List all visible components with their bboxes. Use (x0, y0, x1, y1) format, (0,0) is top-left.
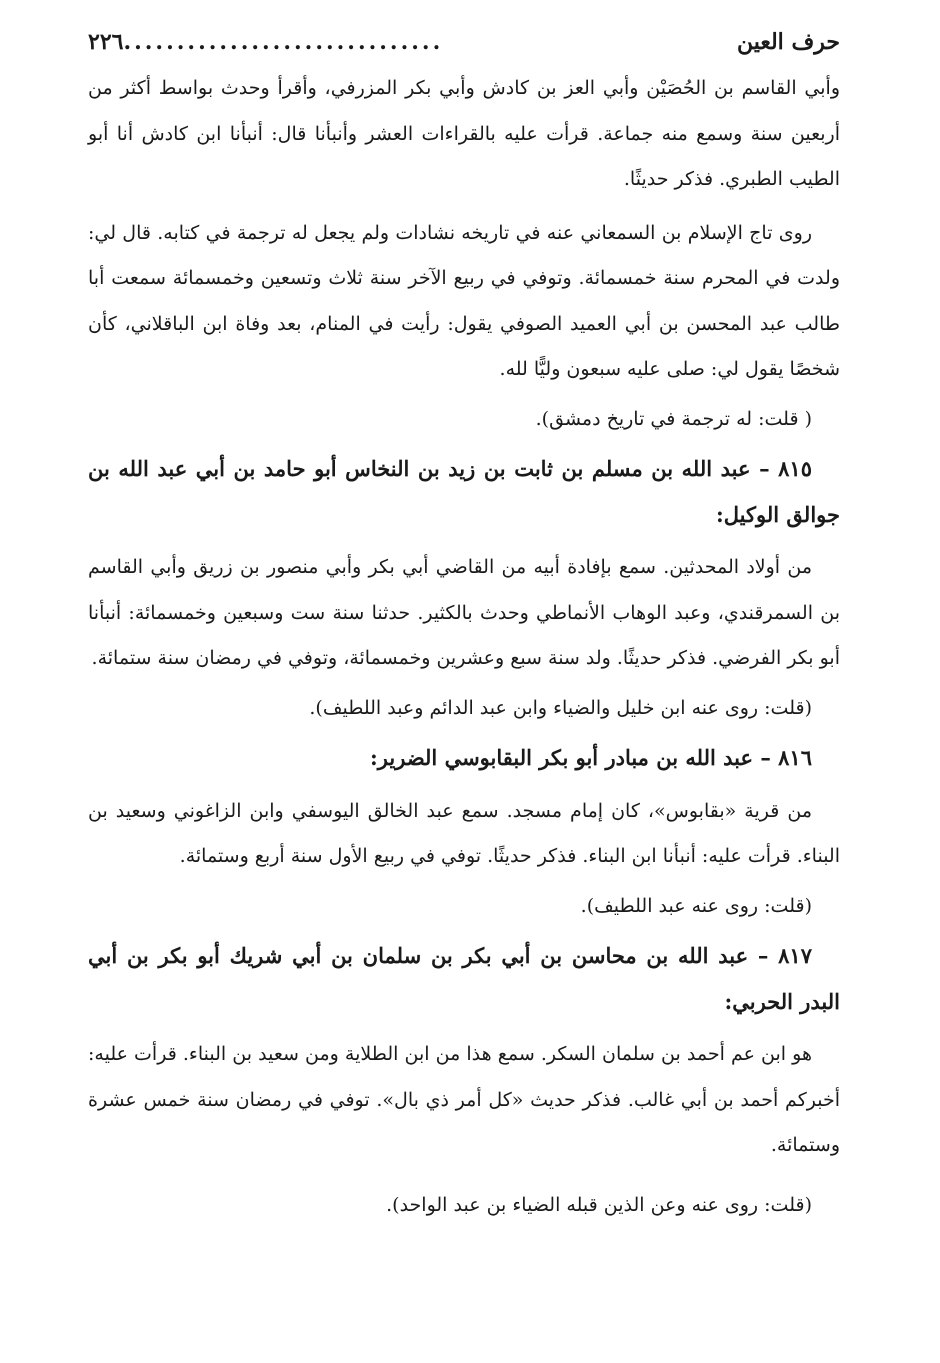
entry-817-heading: ٨١٧ – عبد الله بن محاسن بن أبي بكر بن سلمان بن أبي شريك أبو بكر بن أبي البدر الحربي: (88, 943, 840, 1014)
entry-816-note: (قلت: روى عنه عبد اللطيف). (580, 894, 812, 917)
entry-815-note: (قلت: روى عنه ابن خليل والضياء وابن عبد الدائم وعبد اللطيف). (309, 696, 812, 719)
intro-paragraph: وأبي القاسم بن الحُصَيْن وأبي العز بن كادش وأبي بكر المزرفي، وأقرأ وحدث بواسط أكثر من أربعين سنة وسمع منه جماعة. قرأت عليه بالقراءات العشر وأنبأنا قال: أنبأنا ابن كادش أنا أبو الطيب الطبري. فذكر حديثًا. (88, 77, 840, 190)
entry-817-note: (قلت: روى عنه وعن الذين قبله الضياء بن عبد الواحد). (386, 1193, 812, 1216)
running-header (88, 22, 840, 66)
entry-816-heading: ٨١٦ – عبد الله بن مبادر أبو بكر البقابوسي الضرير: (370, 745, 812, 770)
intro-paragraph-2: روى تاج الإسلام بن السمعاني عنه في تاريخه نشادات ولم يجعل له ترجمة في كتابه. قال لي: ولدت في المحرم سنة خمسمائة. وتوفي في ربيع الآخر سنة ثلاث وتسعين وخمسمائة سمعت أبا طالب عبد المحسن بن أبي العميد الصوفي يقول: رأيت في المنام، بعد وفاة ابن الباقلاني، كأن شخصًا يقول لي: صلى عليه سبعون وليًّا لله. (88, 221, 840, 380)
page-number-group (88, 22, 449, 62)
chapter-title: حرف العين (736, 29, 840, 55)
entry-815-body: من أولاد المحدثين. سمع بإفادة أبيه من القاضي أبي بكر وأبي منصور بن زريق وأبي القاسم بن السمرقندي، وعبد الوهاب الأنماطي وحدث بالكثير. حدثنا سنة ست وسبعين وخمسمائة: أنبأنا أبو بكر الفرضي. فذكر حديثًا. ولد سنة سبع وعشرين وخمسمائة، وتوفي في رمضان سنة ستمائة. (88, 556, 840, 669)
page-number: ٢٢٦ (88, 29, 124, 55)
note-paragraph: ( قلت: له ترجمة في تاريخ دمشق). (535, 407, 812, 430)
header-leader-dots: .............................. (123, 29, 444, 55)
entry-815-heading: ٨١٥ – عبد الله بن مسلم بن ثابت بن زيد بن النخاس أبو حامد بن أبي عبد الله بن جوالق الوكيل: (88, 456, 840, 527)
entry-816-body: من قرية «بقابوس»، كان إمام مسجد. سمع عبد الخالق اليوسفي وابن الزاغوني وسعيد بن البناء. قرأت عليه: أنبأنا ابن البناء. فذكر حديثًا. توفي في ربيع الأول سنة أربع وستمائة. (88, 799, 840, 867)
entry-817-body: هو ابن عم أحمد بن سلمان السكر. سمع هذا من ابن الطلاية ومن سعيد بن البناء. قرأت عليه: أخبركم أحمد بن أبي غالب. فذكر حديث «كل أمر ذي بال». توفي في رمضان سنة خمس عشرة وستمائة. (88, 1043, 840, 1156)
book-page (88, 22, 840, 1232)
